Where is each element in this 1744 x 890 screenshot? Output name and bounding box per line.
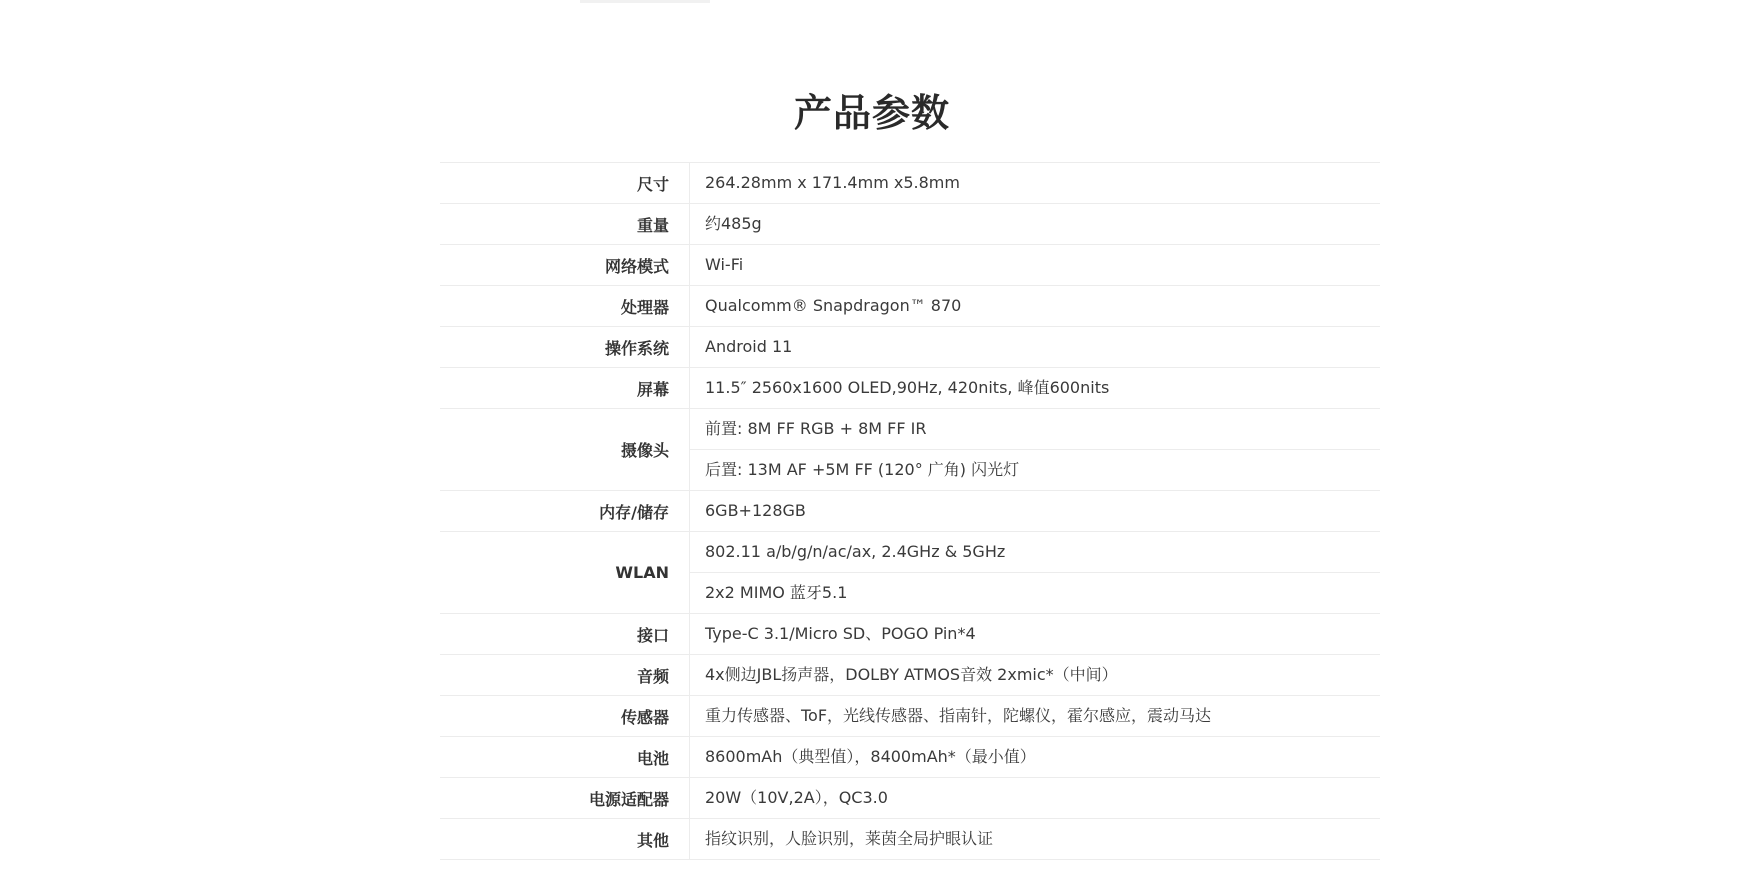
spec-label: 操作系统: [440, 327, 690, 367]
spec-values: [690, 737, 1380, 777]
spec-label: 传感器: [440, 696, 690, 736]
spec-row: [440, 736, 1380, 777]
spec-values: [690, 204, 1380, 244]
spec-row: [440, 203, 1380, 244]
spec-value: 4x侧边JBL扬声器，DOLBY ATMOS音效 2xmic*（中间）: [705, 665, 1118, 684]
spec-values: [690, 778, 1380, 818]
spec-value: Type-C 3.1/Micro SD、POGO Pin*4: [705, 624, 976, 643]
spec-values: [690, 327, 1380, 367]
top-divider: [580, 0, 710, 3]
spec-value: 6GB+128GB: [705, 501, 806, 520]
spec-label: 尺寸: [440, 163, 690, 203]
spec-row: [440, 408, 1380, 490]
spec-label: 音频: [440, 655, 690, 695]
spec-row: [440, 367, 1380, 408]
spec-value: 264.28mm x 171.4mm x5.8mm: [705, 173, 960, 192]
spec-values: [690, 819, 1380, 859]
spec-value: 约485g: [705, 214, 762, 233]
spec-label: 接口: [440, 614, 690, 654]
spec-value: Wi-Fi: [705, 255, 744, 274]
spec-label: 重量: [440, 204, 690, 244]
spec-label: 处理器: [440, 286, 690, 326]
spec-values: [690, 614, 1380, 654]
spec-row: [440, 654, 1380, 695]
spec-values: [690, 286, 1380, 326]
spec-value: 前置: 8M FF RGB + 8M FF IR: [705, 419, 927, 438]
spec-row: [440, 613, 1380, 654]
spec-label: 电源适配器: [440, 778, 690, 818]
spec-values: [690, 655, 1380, 695]
spec-row: [440, 777, 1380, 818]
spec-label: 电池: [440, 737, 690, 777]
spec-row: [440, 490, 1380, 531]
spec-value: 802.11 a/b/g/n/ac/ax, 2.4GHz & 5GHz: [705, 542, 1006, 561]
spec-row: [440, 695, 1380, 736]
spec-row: [440, 244, 1380, 285]
spec-values: [690, 245, 1380, 285]
spec-label: 内存/储存: [440, 491, 690, 531]
spec-values: [690, 532, 1380, 613]
spec-values: [690, 368, 1380, 408]
spec-value: Android 11: [705, 337, 793, 356]
spec-values: [690, 696, 1380, 736]
spec-value: Qualcomm® Snapdragon™ 870: [705, 296, 962, 315]
spec-row: [440, 531, 1380, 613]
spec-label: 其他: [440, 819, 690, 859]
page-title: 产品参数: [793, 91, 950, 135]
spec-value: 2x2 MIMO 蓝牙5.1: [690, 572, 1380, 613]
spec-row: [440, 162, 1380, 203]
spec-row: [440, 818, 1380, 860]
spec-table: [440, 162, 1380, 860]
spec-label: WLAN: [440, 532, 690, 613]
spec-values: [690, 409, 1380, 490]
spec-value: 重力传感器、ToF，光线传感器、指南针，陀螺仪，霍尔感应，震动马达: [705, 706, 1212, 725]
spec-value: 后置: 13M AF +5M FF (120° 广角) 闪光灯: [690, 449, 1380, 490]
spec-value: 11.5″ 2560x1600 OLED,90Hz, 420nits, 峰值600nits: [705, 378, 1110, 397]
spec-label: 摄像头: [440, 409, 690, 490]
spec-label: 网络模式: [440, 245, 690, 285]
spec-value: 指纹识别，人脸识别，莱茵全局护眼认证: [705, 829, 994, 848]
spec-row: [440, 285, 1380, 326]
spec-value: 8600mAh（典型值），8400mAh*（最小值）: [705, 747, 1036, 766]
spec-label: 屏幕: [440, 368, 690, 408]
spec-values: [690, 163, 1380, 203]
spec-values: [690, 491, 1380, 531]
spec-value: 20W（10V,2A），QC3.0: [705, 788, 888, 807]
spec-row: [440, 326, 1380, 367]
